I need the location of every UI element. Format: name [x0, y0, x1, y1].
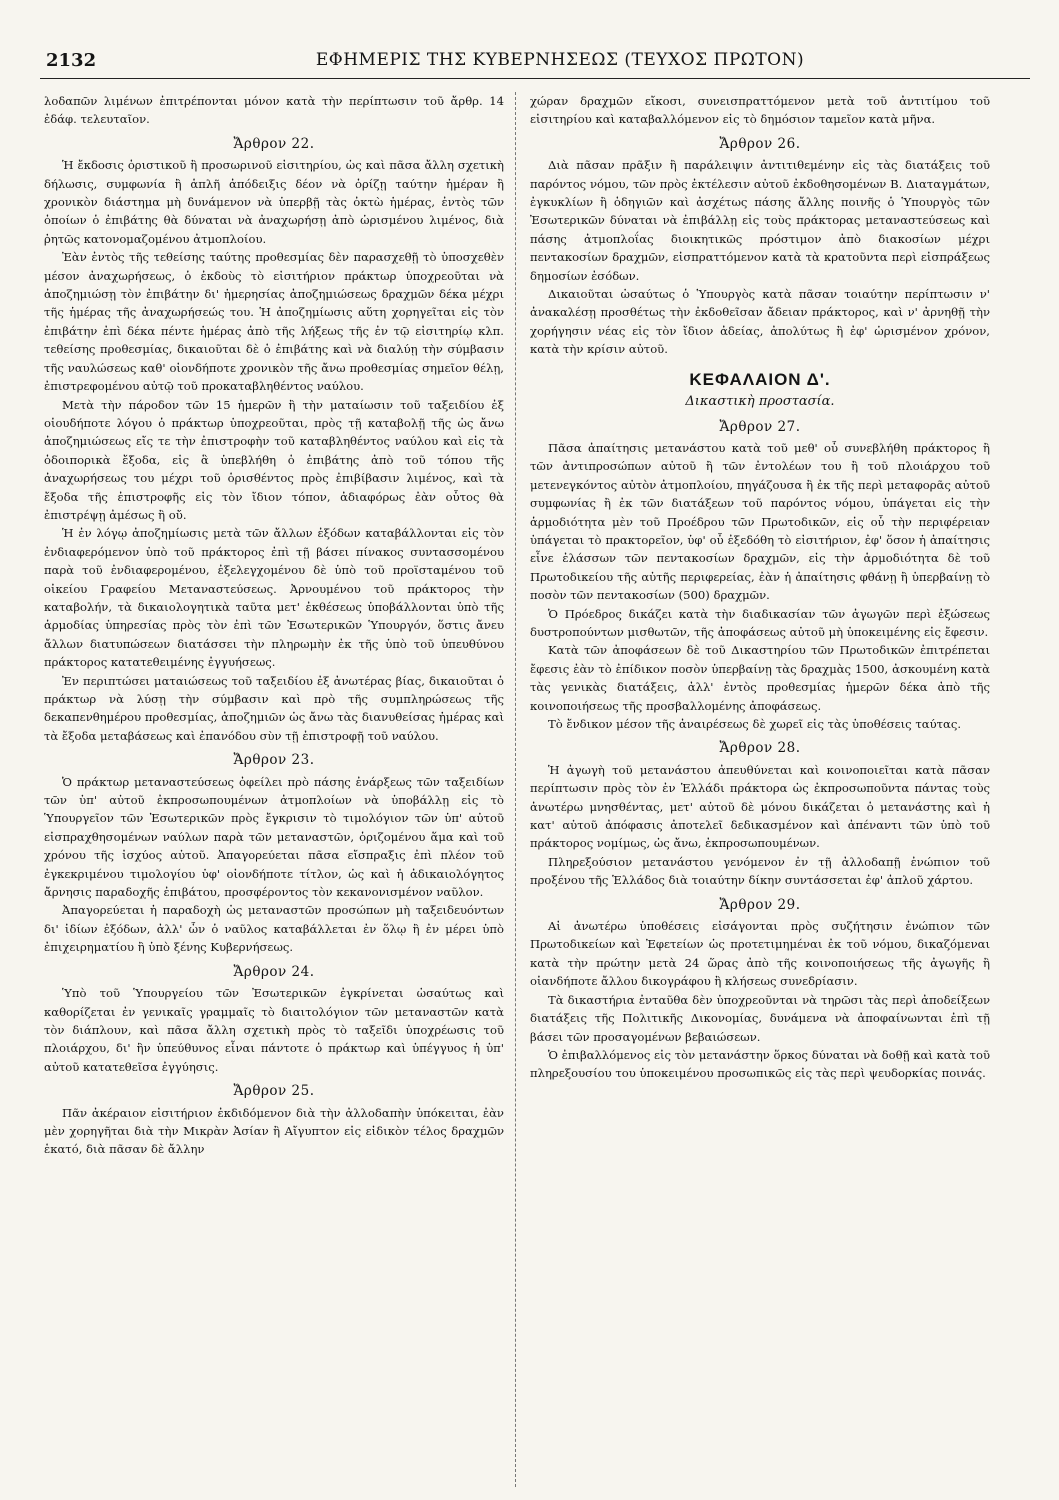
paragraph: Ἀπαγορεύεται ἡ παραδοχὴ ὡς μεταναστῶν προσώπων μὴ ταξειδευόντων δι' ἰδίων ἐξόδων, ἀλλ' ὧν ὁ ναῦλος καταβάλλεται ἐν ὅλῳ ἢ ἐν μέρει ὑπὸ ἐπιχειρηματίου ἢ ὑπὸ ξένης Κυβερνήσεως.	[44, 903, 504, 955]
page-header	[40, 44, 1030, 79]
paragraph: Κατὰ τῶν ἀποφάσεων δὲ τοῦ Δικαστηρίου τῶν Πρωτοδικῶν ἐπιτρέπεται ἔφεσις ἐὰν τὸ ἐπίδικον ποσὸν ὑπερβαίνῃ τὰς δραχμὰς 1500, ἀσκουμένη κατὰ τὰς γενικὰς διατάξεις, ἀλλ' ἐντὸς προθεσμίας ἡμερῶν δέκα ἀπὸ τῆς κοινοποιήσεως τῆς προσβαλλομένης ἀποφάσεως.	[530, 643, 990, 713]
paragraph: Ὑπὸ τοῦ Ὑπουργείου τῶν Ἐσωτερικῶν ἐγκρίνεται ὡσαύτως καὶ καθορίζεται ἐν γενικαῖς γραμμαῖς τὸ διαιτολόγιον τῶν μεταναστῶν κατὰ τὸν διάπλουν, καὶ πᾶσα ἄλλη σχετικὴ πρὸς τὸ ταξεῖδι ὑποχρέωσις τοῦ πλοιάρχου, δι' ἣν ὑπεύθυνος εἶναι πάντοτε ὁ πράκτωρ καὶ ὑπέγγυος ἡ ὑπ' αὐτοῦ κατατεθεῖσα ἐγγύησις.	[44, 986, 504, 1074]
chapter-subtitle: Δικαστικὴ προστασία.	[685, 394, 835, 410]
left-column	[44, 92, 504, 1487]
paragraph: χώραν δραχμῶν εἴκοσι, συνεισπραττόμενον μετὰ τοῦ ἀντιτίμου τοῦ εἰσιτηρίου καὶ καταβαλλόμενον εἰς τὸ δημόσιον ταμεῖον κατὰ μῆνα.	[530, 94, 990, 127]
article-heading-27: Ἄρθρον 27.	[719, 418, 801, 435]
paragraph: Ὁ ἐπιβαλλόμενος εἰς τὸν μετανάστην ὅρκος δύναται νὰ δοθῇ καὶ κατὰ τοῦ πληρεξουσίου του ὑποκειμένου προσωπικῶς εἰς τὰς περὶ ψευδορκίας ποινάς.	[530, 1047, 990, 1081]
paragraph: Πᾶν ἀκέραιον εἰσιτήριον ἐκδιδόμενον διὰ τὴν ἀλλοδαπὴν ὑπόκειται, ἐὰν μὲν χορηγῆται διὰ τὴν Μικρὰν Ἀσίαν ἢ Αἴγυπτον εἰς εἰδικὸν τέλος δραχμῶν ἑκατό, διὰ πᾶσαν δὲ ἄλλην	[44, 1105, 504, 1157]
article-heading-23: Ἄρθρον 23.	[233, 752, 315, 769]
paragraph: Ἐν περιπτώσει ματαιώσεως τοῦ ταξειδίου ἐξ ἀνωτέρας βίας, δικαιοῦται ὁ πράκτωρ νὰ λύσῃ τὴν σύμβασιν καὶ πρὸ τῆς συμπληρώσεως τῆς δεκαπενθημέρου προθεσμίας, ἀποζημιῶν ὡς ἄνω τὰς διανυθείσας ἡμέρας καὶ τὰ ἔξοδα μεταβάσεως καὶ ἐπανόδου σὺν τῇ ἐπιστροφῇ τοῦ ναύλου.	[44, 673, 504, 743]
article-heading-29: Ἄρθρον 29.	[719, 896, 801, 913]
page-number: 2132	[46, 50, 97, 71]
paragraph: Ὁ πράκτωρ μεταναστεύσεως ὀφείλει πρὸ πάσης ἐνάρξεως τῶν ταξειδίων τῶν ὑπ' αὐτοῦ ἐκπροσωπουμένων ἀτμοπλοίων νὰ ὑποβάλλῃ εἰς τὸ Ὑπουργεῖον τῶν Ἐσωτερικῶν πρὸς ἔγκρισιν τὸ τιμολόγιον τῶν ὑπ' αὐτοῦ εἰσπραχθησομένων ναύλων παρὰ τῶν μεταναστῶν, ὁριζομένου ἅμα καὶ τοῦ χρόνου τῆς ἰσχύος αὐτοῦ. Ἀπαγορεύεται πᾶσα εἴσπραξις ἐπὶ πλέον τοῦ ἐγκεκριμένου τιμολογίου ὑφ' οἱονδήποτε τίτλον, ὡς καὶ ἡ ἀδικαιολόγητος ἄρνησις παραδοχῆς ἐπιβάτου, προσφέροντος τὸν κεκανονισμένον ναῦλον.	[44, 774, 504, 900]
paragraph: Ἡ ἐν λόγῳ ἀποζημίωσις μετὰ τῶν ἄλλων ἐξόδων καταβάλλονται εἰς τὸν ἐνδιαφερόμενον ὑπὸ τοῦ πράκτορος ἐπὶ τῇ βάσει πίνακος συντασσομένου παρὰ τοῦ ἐνδιαφερομένου, ἐξελεγχομένου δὲ ὑπὸ τοῦ προϊσταμένου τοῦ οἰκείου Γραφείου Μεταναστεύσεως. Ἀρνουμένου τοῦ πράκτορος τὴν καταβολήν, τὰ δικαιολογητικὰ ταῦτα μετ' ἐκθέσεως ὑποβάλλονται ὑπὸ τῆς ἁρμοδίας ὑπηρεσίας πρὸς τὸν ἐπὶ τῶν Ἐσωτερικῶν Ὑπουργόν, ὅστις ἄνευ ἄλλων διατυπώσεων διατάσσει τὴν πληρωμὴν ἐκ τῆς ὑπὸ τοῦ ὑπευθύνου πράκτορος κατατεθειμένης ἐγγυήσεως.	[44, 526, 504, 670]
article-heading-22: Ἄρθρον 22.	[233, 135, 315, 152]
right-column	[530, 92, 990, 1487]
article-heading-25: Ἄρθρον 25.	[233, 1083, 315, 1100]
article-heading-28: Ἄρθρον 28.	[719, 740, 801, 757]
article-heading-26: Ἄρθρον 26.	[719, 135, 801, 152]
paragraph: Αἱ ἀνωτέρω ὑποθέσεις εἰσάγονται πρὸς συζήτησιν ἐνώπιον τῶν Πρωτοδικείων καὶ Ἐφετείων ὡς προτετιμημέναι ἐκ τοῦ νόμου, δικαζόμεναι κατὰ τὴν πρώτην μετὰ 24 ὥρας ἀπὸ τῆς κοινοποιήσεως τῆς ἀγωγῆς ἢ οἱανδήποτε ἄλλου δικογράφου ἢ κλήσεως συνεδρίασιν.	[530, 919, 990, 989]
paragraph: Μετὰ τὴν πάροδον τῶν 15 ἡμερῶν ἢ τὴν ματαίωσιν τοῦ ταξειδίου ἐξ οἱουδήποτε λόγου ὁ πράκτωρ ὑποχρεοῦται, πρὸς τῇ καταβολῇ τῆς ὡς ἄνω ἀποζημιώσεως εἴς τε τὴν ἐπιστροφὴν τοῦ καταβληθέντος ναύλου καὶ εἰς τὰ ὁδοιπορικὰ ἔξοδα, εἰς ἃ ὑπεβλήθη ὁ ἐπιβάτης ἀπὸ τοῦ τόπου τῆς ἀναχωρήσεως του μέχρι τοῦ ὁρισθέντος πρὸς ἐπιβίβασιν λιμένος, καὶ τὰ ἔξοδα τῆς ἐπιστροφῆς εἰς τὸν ἴδιον τόπον, ἀδιαφόρως ἐὰν οὗτος θὰ ἐπιστρέψῃ ἀμέσως ἢ οὔ.	[44, 397, 504, 522]
paragraph: Τὰ δικαστήρια ἐνταῦθα δὲν ὑποχρεοῦνται νὰ τηρῶσι τὰς περὶ ἀποδείξεων διατάξεις τῆς Πολιτικῆς Δικονομίας, δυνάμενα νὰ ἀποφαίνωνται ἐπὶ τῇ βάσει τῶν προσαγομένων βεβαιώσεων.	[530, 992, 990, 1044]
paragraph: Πᾶσα ἀπαίτησις μετανάστου κατὰ τοῦ μεθ' οὗ συνεβλήθη πράκτορος ἢ τῶν ἀντιπροσώπων αὐτοῦ ἢ τῶν ἐντολέων του ἢ τοῦ πλοιάρχου τοῦ μετενεγκόντος αὐτὸν ἀτμοπλοίου, πηγάζουσα ἢ ἐκ τῆς περὶ μεταφορᾶς αὐτοῦ συμφωνίας ἢ ἐκ τῶν διατάξεων τοῦ παρόντος νόμου, ὑπάγεται εἰς τὴν ἁρμοδιότητα μὲν τοῦ Προέδρου τῶν Πρωτοδικῶν, εἰς οὗ τὴν περιφέρειαν ὑπάγεται τὸ πρακτορεῖον, ὑφ' οὗ ἐξεδόθη τὸ εἰσιτήριον, ἐφ' ὅσον ἡ ἀπαίτησις εἶνε ἐλάσσων τῶν πεντακοσίων δραχμῶν, εἰς τὴν ἁρμοδιότητα δὲ τοῦ Πρωτοδικείου τῆς αὐτῆς περιφερείας, ἐὰν ἡ ἀπαίτησις φθάνῃ ἢ ὑπερβαίνῃ τὸ ποσὸν τῶν πεντακοσίων (500) δραχμῶν.	[530, 440, 990, 603]
paragraph: Δικαιοῦται ὡσαύτως ὁ Ὑπουργὸς κατὰ πᾶσαν τοιαύτην περίπτωσιν ν' ἀνακαλέσῃ προσθέτως τὴν ἐκδοθεῖσαν ἄδειαν πράκτορος, καὶ ν' ἀρνηθῇ τὴν χορήγησιν νέας εἰς τὸν ἴδιον ἀδείας, ἀπολύτως ἢ ἐφ' ὡρισμένον χρόνον, κατὰ τὴν κρίσιν αὐτοῦ.	[530, 287, 990, 357]
paragraph: Πληρεξούσιον μετανάστου γενόμενον ἐν τῇ ἀλλοδαπῇ ἐνώπιον τοῦ προξένου τῆς Ἑλλάδος διὰ τοιαύτην δίκην συντάσσεται ἐφ' ἁπλοῦ χάρτου.	[530, 854, 990, 888]
chapter-heading: ΚΕΦΑΛΑΙΟΝ Δ'.	[689, 369, 831, 389]
journal-title: ΕΦΗΜΕΡΙΣ ΤΗΣ ΚΥΒΕΡΝΗΣΕΩΣ (ΤΕΥΧΟΣ ΠΡΩΤΟΝ)	[315, 50, 805, 70]
paragraph: Διὰ πᾶσαν πρᾶξιν ἢ παράλειψιν ἀντιτιθεμένην εἰς τὰς διατάξεις τοῦ παρόντος νόμου, τῶν πρὸς ἐκτέλεσιν αὐτοῦ ἐκδοθησομένων Β. Διαταγμάτων, ἐγκυκλίων ἢ ὁδηγιῶν καὶ ἀσχέτως πάσης ἄλλης ποινῆς ὁ Ὑπουργὸς τῶν Ἐσωτερικῶν δύναται νὰ ἐπιβάλλῃ εἰς τοὺς πράκτορας μεταναστεύσεως καὶ πάσης ἀτμοπλοΐας διοικητικῶς πρόστιμον ἀπὸ διακοσίων μέχρι πεντακοσίων δραχμῶν, εἰσπραττόμενον κατὰ τὰ κρατοῦντα περὶ εἰσπράξεως δημοσίων ἐσόδων.	[530, 158, 990, 283]
column-divider	[515, 92, 516, 1487]
article-heading-24: Ἄρθρον 24.	[233, 963, 315, 980]
paragraph: Ἡ ἔκδοσις ὁριστικοῦ ἢ προσωρινοῦ εἰσιτηρίου, ὡς καὶ πᾶσα ἄλλη σχετικὴ δήλωσις, συμφωνία ἢ ἁπλῆ ἀπόδειξις δέον νὰ ὁρίζῃ ταύτην ἡμέραν ἢ χρονικὸν διάστημα μὴ δυνάμενον νὰ ὑπερβῇ τὰς ὀκτὼ ἡμέρας, ἐντὸς τῶν ὁποίων ὁ ἐπιβάτης θὰ δύναται νὰ ἀναχωρήσῃ ἀπὸ ὡρισμένου λιμένος, διὰ ῥητῶς κατονομαζομένου ἀτμοπλοίου.	[44, 158, 504, 246]
paragraph: λοδαπῶν λιμένων ἐπιτρέπονται μόνον κατὰ τὴν περίπτωσιν τοῦ ἄρθρ. 14 ἐδάφ. τελευταῖον.	[44, 94, 504, 127]
paragraph: Τὸ ἔνδικον μέσον τῆς ἀναιρέσεως δὲ χωρεῖ εἰς τὰς ὑποθέσεις ταύτας.	[548, 717, 962, 731]
paragraph: Ὁ Πρόεδρος δικάζει κατὰ τὴν διαδικασίαν τῶν ἀγωγῶν περὶ ἐξώσεως δυστροπούντων μισθωτῶν, τῆς ἀποφάσεως αὐτοῦ μὴ ὑποκειμένης εἰς ἔφεσιν.	[530, 606, 990, 639]
paragraph: Ἐὰν ἐντὸς τῆς τεθείσης ταύτης προθεσμίας δὲν παρασχεθῇ τὸ ὑποσχεθὲν μέσον ἀναχωρήσεως, ὁ ἐκδοὺς τὸ εἰσιτήριον πράκτωρ ὑποχρεοῦται νὰ ἀποζημιώσῃ τὸν ἐπιβάτην δι' ἡμερησίας ἀποζημιώσεως δραχμῶν δέκα μέχρι τῆς ἡμέρας τῆς ἀναχωρήσεώς του. Ἡ ἀποζημίωσις αὕτη χορηγεῖται εἰς τὸν ἐπιβάτην ἐπὶ δέκα πέντε ἡμέρας ἀπὸ τῆς λήξεως τῆς ἐν τῷ εἰσιτηρίῳ κλπ. τεθείσης προθεσμίας, δικαιοῦται δὲ ὁ ἐπιβάτης καὶ νὰ διαλύῃ τὴν σύμβασιν τῆς ναυλώσεως καθ' οἱονδήποτε χρονικὸν τῆς ἄνω προθεσμίας σημεῖον θέλῃ, ἐπιστρεφομένου αὐτῷ τοῦ προκαταβληθέντος ναύλου.	[44, 250, 504, 394]
paragraph: Ἡ ἀγωγὴ τοῦ μετανάστου ἀπευθύνεται καὶ κοινοποιεῖται κατὰ πᾶσαν περίπτωσιν πρὸς τὸν ἐν Ἑλλάδι πράκτορα ὡς ἐκπροσωποῦντα πάντας τοὺς ἀνωτέρω μνησθέντας, μετ' αὐτοῦ δὲ μόνου δικάζεται ὁ μετανάστης καὶ ἡ κατ' αὐτοῦ ἀπόφασις ἀποτελεῖ δεδικασμένον καὶ ἀπέναντι τῶν ὑπὸ τοῦ πράκτορος νομίμως, ὡς ἄνω, ἐκπροσωπουμένων.	[530, 762, 990, 851]
